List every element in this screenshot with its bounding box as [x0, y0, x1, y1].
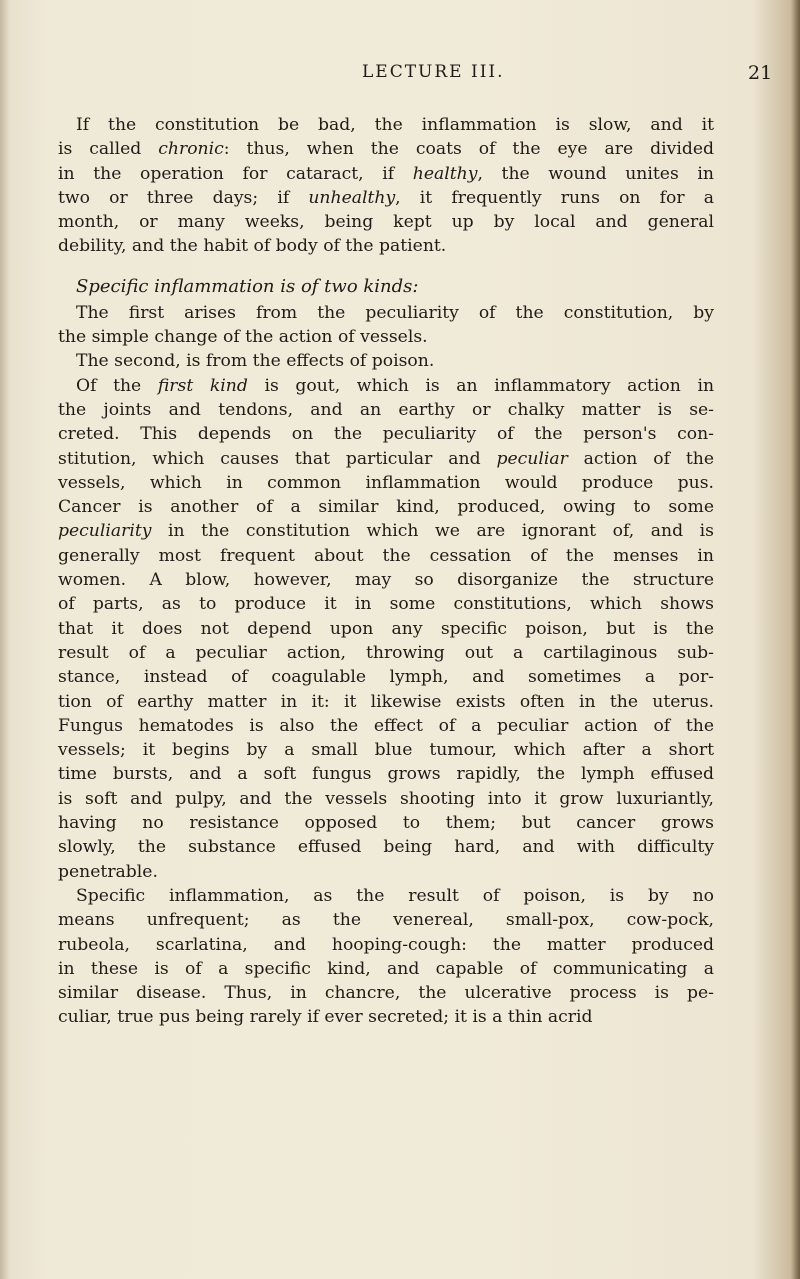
- text-run: action of the: [567, 448, 714, 469]
- paragraph: [58, 374, 714, 884]
- text-line: [58, 162, 714, 186]
- text-line: [58, 617, 714, 641]
- text-run: , it frequently runs on for a: [395, 187, 715, 208]
- text-run: , the wound unites in: [477, 163, 714, 184]
- text-line: [58, 665, 714, 689]
- page-edge-shadow: [790, 0, 800, 1279]
- text-line: [58, 495, 714, 519]
- page-number: 21: [748, 62, 773, 84]
- text-run: Of the: [76, 375, 158, 396]
- text-run: stitution, which causes that particular and: [58, 448, 497, 469]
- text-line: [58, 325, 714, 349]
- text-run: If the constitution be bad, the inflammation is slow, and it: [76, 115, 714, 135]
- text-run: vessels, which in common inflammation would produce pus.: [58, 472, 714, 493]
- text-line: [58, 519, 714, 543]
- text-run: that it does not depend upon any specific poison, but is the: [58, 618, 714, 639]
- text-line: [58, 690, 714, 714]
- text-run: culiar, true pus being rarely if ever secreted; it is a thin acrid: [58, 1007, 593, 1028]
- text-run: The first arises from the peculiarity of the constitution, by: [76, 302, 714, 323]
- text-line: [58, 592, 714, 616]
- gutter-shadow: [0, 0, 10, 1279]
- text-line: [58, 210, 714, 234]
- text-line: [58, 1005, 714, 1029]
- text-run: result of a peculiar action, throwing out a cartilaginous sub-: [58, 642, 714, 663]
- text-run: penetrable.: [58, 861, 158, 882]
- paragraph: [58, 113, 714, 259]
- text-line: [58, 471, 714, 495]
- text-run: Fungus hematodes is also the effect of a peculiar action of the: [58, 715, 714, 736]
- text-line: [58, 762, 714, 786]
- text-run: The second, is from the effects of poison.: [76, 351, 435, 372]
- text-line: [58, 544, 714, 568]
- text-line: [58, 957, 714, 981]
- text-run: slowly, the substance effused being hard, and with difficulty: [58, 837, 714, 858]
- text-line: [58, 137, 714, 161]
- paragraph: [58, 301, 714, 350]
- text-line: [58, 908, 714, 932]
- text-line: [58, 568, 714, 592]
- text-line: [58, 301, 714, 325]
- body-text: [58, 113, 714, 1030]
- text-run: the simple change of the action of vessels.: [58, 327, 428, 348]
- paragraph: [58, 884, 714, 1030]
- paragraph: [58, 349, 714, 373]
- text-run: time bursts, and a soft fungus grows rapidly, the lymph effused: [58, 764, 714, 785]
- text-run: month, or many weeks, being kept up by local and general: [58, 212, 714, 233]
- text-run: of parts, as to produce it in some constitutions, which shows: [58, 594, 714, 615]
- text-run: two or three days; if: [58, 187, 309, 208]
- spacer: [58, 259, 714, 273]
- text-run: debility, and the habit of body of the patient.: [58, 236, 447, 257]
- text-line: [58, 113, 714, 137]
- text-run: similar disease. Thus, in chancre, the ulcerative process is pe-: [58, 983, 714, 1004]
- italic-text: peculiarity: [58, 521, 152, 542]
- running-head-title: LECTURE III.: [362, 62, 505, 82]
- text-run: is soft and pulpy, and the vessels shooting into it grow luxuriantly,: [58, 788, 714, 809]
- italic-text: peculiar: [496, 448, 568, 469]
- text-line: [58, 738, 714, 762]
- text-run: Cancer is another of a similar kind, produced, owing to some: [58, 497, 714, 518]
- italic-text: unhealthy: [308, 187, 396, 208]
- text-run: the joints and tendons, and an earthy or chalky matter is se-: [58, 399, 714, 420]
- text-run: means unfrequent; as the venereal, small-pox, cow-pock,: [58, 910, 714, 931]
- text-run: in the operation for cataract, if: [58, 163, 413, 184]
- section-heading: Specific inflammation is of two kinds:: [76, 275, 419, 297]
- text-run: is gout, which is an inflammatory action in: [247, 375, 715, 396]
- text-run: Specific inflammation, as the result of poison, is by no: [76, 885, 714, 906]
- text-line: [58, 811, 714, 835]
- text-line: [58, 349, 714, 373]
- text-run: in these is of a specific kind, and capable of communicating a: [58, 958, 714, 979]
- italic-text: healthy: [412, 163, 478, 184]
- text-run: stance, instead of coagulable lymph, and sometimes a por-: [58, 667, 714, 688]
- text-line: [58, 641, 714, 665]
- text-run: : thus, when the coats of the eye are divided: [223, 139, 714, 160]
- text-line: [58, 422, 714, 446]
- text-line: [58, 374, 714, 398]
- text-run: creted. This depends on the peculiarity of the person's con-: [58, 424, 714, 445]
- running-head: [0, 62, 800, 92]
- text-line: [58, 884, 714, 908]
- text-line: [58, 860, 714, 884]
- italic-text: chronic: [158, 139, 224, 160]
- text-line: [58, 234, 714, 258]
- text-line: [58, 186, 714, 210]
- text-line: [58, 398, 714, 422]
- text-line: [58, 787, 714, 811]
- text-run: is called: [58, 139, 159, 160]
- italic-text: first kind: [157, 375, 248, 396]
- text-line: [58, 981, 714, 1005]
- text-run: women. A blow, however, may so disorganize the structure: [58, 570, 714, 591]
- text-line: [58, 447, 714, 471]
- text-line: [58, 835, 714, 859]
- text-run: generally most frequent about the cessation of the menses in: [58, 545, 714, 566]
- text-line: [58, 933, 714, 957]
- text-run: tion of earthy matter in it: it likewise exists often in the uterus.: [58, 691, 714, 712]
- text-run: having no resistance opposed to them; but cancer grows: [58, 813, 714, 834]
- text-run: rubeola, scarlatina, and hooping-cough: the matter produced: [58, 934, 714, 955]
- text-line: [58, 714, 714, 738]
- text-run: vessels; it begins by a small blue tumour, which after a short: [58, 740, 714, 761]
- text-run: in the constitution which we are ignorant of, and is: [151, 521, 714, 542]
